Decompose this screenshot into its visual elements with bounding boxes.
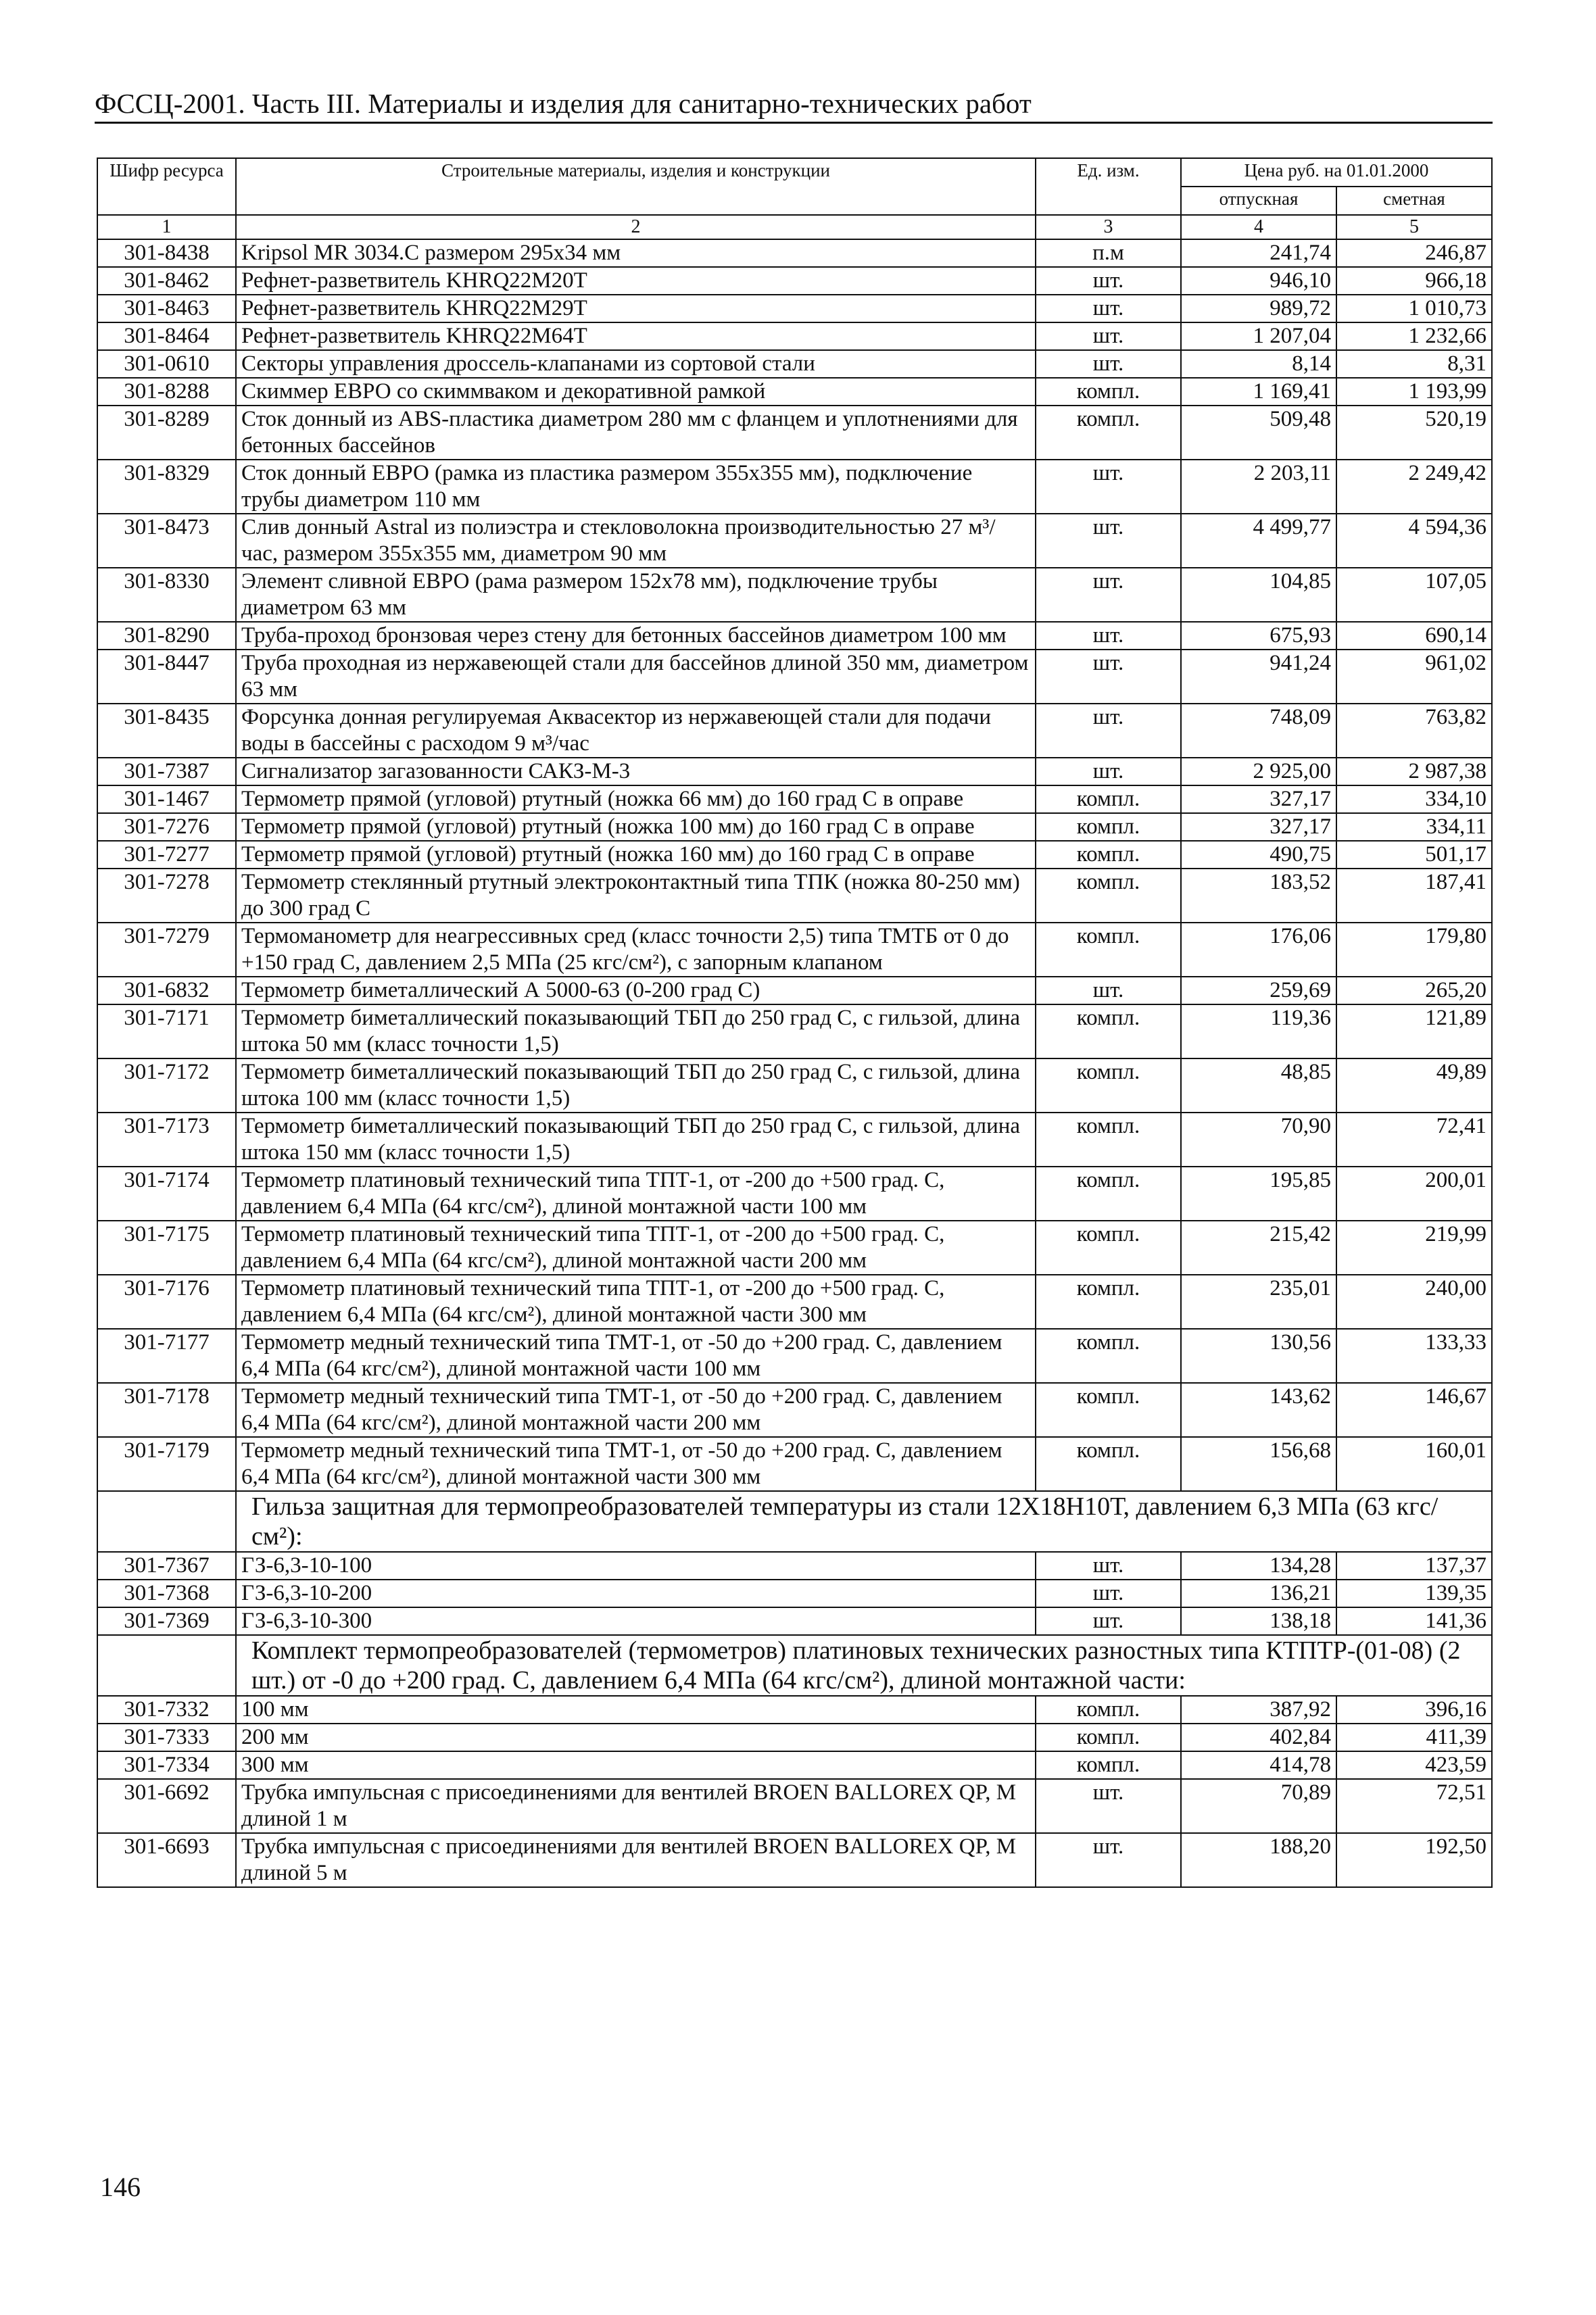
column-number-2: 2 <box>236 215 1036 239</box>
material-name: 200 мм <box>236 1724 1036 1751</box>
table-row <box>97 1004 1492 1058</box>
estimate-price: 520,19 <box>1336 406 1492 460</box>
table-row <box>97 295 1492 322</box>
group-heading-row <box>97 1635 1492 1696</box>
material-name: Форсунка донная регулируемая Аквасектор из нержавеющей стали для подачи воды в бассейны с расходом 9 м³/час <box>236 704 1036 758</box>
header-release-price: отпускная <box>1181 187 1336 215</box>
unit-of-measure: шт. <box>1036 295 1181 322</box>
release-price: 70,89 <box>1181 1779 1336 1833</box>
material-name: Сток донный из ABS-пластика диаметром 280 мм с фланцем и уплотнениями для бетонных бассейнов <box>236 406 1036 460</box>
resource-code: 301-6693 <box>97 1833 236 1887</box>
resource-code: 301-7387 <box>97 758 236 785</box>
estimate-price: 8,31 <box>1336 350 1492 378</box>
table-row <box>97 350 1492 378</box>
resource-code: 301-7332 <box>97 1696 236 1724</box>
resource-code: 301-7278 <box>97 869 236 923</box>
material-name: Элемент сливной ЕВРО (рама размером 152х78 мм), подключение трубы диаметром 63 мм <box>236 568 1036 622</box>
release-price: 134,28 <box>1181 1552 1336 1580</box>
resource-code: 301-7176 <box>97 1275 236 1329</box>
material-name: Термометр медный технический типа ТМТ-1, от -50 до +200 град. С, давлением 6,4 МПа (64 кгс/см²), длиной монтажной части 100 мм <box>236 1329 1036 1383</box>
release-price: 4 499,77 <box>1181 514 1336 568</box>
column-number-3: 3 <box>1036 215 1181 239</box>
material-name: Термометр прямой (угловой) ртутный (ножка 100 мм) до 160 град С в оправе <box>236 813 1036 841</box>
resource-code: 301-1467 <box>97 785 236 813</box>
material-name: Трубка импульсная с присоединениями для вентилей BROEN BALLOREX QP, M длиной 1 м <box>236 1779 1036 1833</box>
estimate-price: 146,67 <box>1336 1383 1492 1437</box>
resource-code: 301-6832 <box>97 977 236 1004</box>
estimate-price: 160,01 <box>1336 1437 1492 1491</box>
material-name: ГЗ-6,3-10-100 <box>236 1552 1036 1580</box>
release-price: 136,21 <box>1181 1580 1336 1607</box>
estimate-price: 690,14 <box>1336 622 1492 650</box>
release-price: 2 925,00 <box>1181 758 1336 785</box>
table-row <box>97 650 1492 704</box>
release-price: 138,18 <box>1181 1607 1336 1635</box>
table-row <box>97 1167 1492 1221</box>
estimate-price: 1 193,99 <box>1336 378 1492 406</box>
group-title: Комплект термопреобразователей (термометров) платиновых технических разностных типа КТПТР-(01-08) (2 шт.) от -0 до +200 град. С, давлением 6,4 МПа (64 кгс/см²), длиной монтажной части: <box>236 1635 1492 1696</box>
release-price: 176,06 <box>1181 923 1336 977</box>
unit-of-measure: компл. <box>1036 1751 1181 1779</box>
estimate-price: 107,05 <box>1336 568 1492 622</box>
material-name: 100 мм <box>236 1696 1036 1724</box>
unit-of-measure: компл. <box>1036 785 1181 813</box>
estimate-price: 240,00 <box>1336 1275 1492 1329</box>
resource-code: 301-7367 <box>97 1552 236 1580</box>
release-price: 387,92 <box>1181 1696 1336 1724</box>
table-header <box>97 158 1492 239</box>
resource-code: 301-8464 <box>97 322 236 350</box>
release-price: 215,42 <box>1181 1221 1336 1275</box>
resource-code: 301-7276 <box>97 813 236 841</box>
release-price: 2 203,11 <box>1181 460 1336 514</box>
table-row <box>97 1779 1492 1833</box>
table-row <box>97 1696 1492 1724</box>
unit-of-measure: шт. <box>1036 1552 1181 1580</box>
material-name: Термометр платиновый технический типа ТПТ-1, от -200 до +500 град. С, давлением 6,4 МПа (64 кгс/см²), длиной монтажной части 200 мм <box>236 1221 1036 1275</box>
material-name: Труба проходная из нержавеющей стали для бассейнов длиной 350 мм, диаметром 63 мм <box>236 650 1036 704</box>
release-price: 235,01 <box>1181 1275 1336 1329</box>
table-row <box>97 923 1492 977</box>
estimate-price: 2 249,42 <box>1336 460 1492 514</box>
estimate-price: 334,11 <box>1336 813 1492 841</box>
resource-code: 301-7334 <box>97 1751 236 1779</box>
resource-code: 301-0610 <box>97 350 236 378</box>
unit-of-measure: шт. <box>1036 322 1181 350</box>
estimate-price: 265,20 <box>1336 977 1492 1004</box>
release-price: 748,09 <box>1181 704 1336 758</box>
unit-of-measure: компл. <box>1036 1004 1181 1058</box>
unit-of-measure: шт. <box>1036 1580 1181 1607</box>
unit-of-measure: шт. <box>1036 1779 1181 1833</box>
unit-of-measure: компл. <box>1036 869 1181 923</box>
estimate-price: 2 987,38 <box>1336 758 1492 785</box>
table-row <box>97 622 1492 650</box>
column-number-1: 1 <box>97 215 236 239</box>
table-row <box>97 785 1492 813</box>
material-name: 300 мм <box>236 1751 1036 1779</box>
resource-code: 301-8463 <box>97 295 236 322</box>
release-price: 143,62 <box>1181 1383 1336 1437</box>
estimate-price: 423,59 <box>1336 1751 1492 1779</box>
unit-of-measure: шт. <box>1036 758 1181 785</box>
material-name: Рефнет-разветвитель KHRQ22M64T <box>236 322 1036 350</box>
group-code-cell <box>97 1635 236 1696</box>
unit-of-measure: шт. <box>1036 1833 1181 1887</box>
release-price: 195,85 <box>1181 1167 1336 1221</box>
estimate-price: 1 010,73 <box>1336 295 1492 322</box>
table-row <box>97 322 1492 350</box>
unit-of-measure: компл. <box>1036 1329 1181 1383</box>
material-name: Рефнет-разветвитель KHRQ22M20T <box>236 267 1036 295</box>
material-name: Сигнализатор загазованности САКЗ-М-3 <box>236 758 1036 785</box>
material-name: Kripsol MR 3034.С размером 295х34 мм <box>236 239 1036 267</box>
release-price: 327,17 <box>1181 813 1336 841</box>
resource-code: 301-7179 <box>97 1437 236 1491</box>
estimate-price: 763,82 <box>1336 704 1492 758</box>
table-row <box>97 406 1492 460</box>
release-price: 941,24 <box>1181 650 1336 704</box>
unit-of-measure: компл. <box>1036 1221 1181 1275</box>
material-name: Слив донный Astral из полиэстра и стекловолокна производительностью 27 м³/час, размером 355х355 мм, диаметром 90 мм <box>236 514 1036 568</box>
unit-of-measure: шт. <box>1036 704 1181 758</box>
release-price: 8,14 <box>1181 350 1336 378</box>
unit-of-measure: компл. <box>1036 923 1181 977</box>
table-row <box>97 1552 1492 1580</box>
unit-of-measure: шт. <box>1036 977 1181 1004</box>
unit-of-measure: компл. <box>1036 1113 1181 1167</box>
material-name: Термометр медный технический типа ТМТ-1, от -50 до +200 град. С, давлением 6,4 МПа (64 кгс/см²), длиной монтажной части 300 мм <box>236 1437 1036 1491</box>
unit-of-measure: шт. <box>1036 650 1181 704</box>
material-name: ГЗ-6,3-10-200 <box>236 1580 1036 1607</box>
material-name: Термометр платиновый технический типа ТПТ-1, от -200 до +500 град. С, давлением 6,4 МПа (64 кгс/см²), длиной монтажной части 300 мм <box>236 1275 1036 1329</box>
release-price: 402,84 <box>1181 1724 1336 1751</box>
material-name: Термометр стеклянный ртутный электроконтактный типа ТПК (ножка 80-250 мм) до 300 град С <box>236 869 1036 923</box>
table-row <box>97 1383 1492 1437</box>
unit-of-measure: компл. <box>1036 1383 1181 1437</box>
release-price: 259,69 <box>1181 977 1336 1004</box>
table-row <box>97 1329 1492 1383</box>
estimate-price: 133,33 <box>1336 1329 1492 1383</box>
table-row <box>97 1437 1492 1491</box>
estimate-price: 49,89 <box>1336 1058 1492 1113</box>
table-row <box>97 568 1492 622</box>
resource-code: 301-8330 <box>97 568 236 622</box>
release-price: 1 207,04 <box>1181 322 1336 350</box>
unit-of-measure: шт. <box>1036 622 1181 650</box>
header-code: Шифр ресурса <box>97 158 236 215</box>
resource-code: 301-8289 <box>97 406 236 460</box>
resource-code: 301-7333 <box>97 1724 236 1751</box>
release-price: 327,17 <box>1181 785 1336 813</box>
page-header: ФССЦ-2001. Часть III. Материалы и изделия для санитарно-технических работ <box>95 87 1493 124</box>
header-unit: Ед. изм. <box>1036 158 1181 215</box>
resource-code: 301-8329 <box>97 460 236 514</box>
unit-of-measure: шт. <box>1036 514 1181 568</box>
resource-code: 301-7277 <box>97 841 236 869</box>
table-row <box>97 977 1492 1004</box>
resource-code: 301-8462 <box>97 267 236 295</box>
material-name: Секторы управления дроссель-клапанами из сортовой стали <box>236 350 1036 378</box>
estimate-price: 179,80 <box>1336 923 1492 977</box>
price-table <box>97 157 1493 1888</box>
estimate-price: 187,41 <box>1336 869 1492 923</box>
material-name: Скиммер ЕВРО со скиммваком и декоративной рамкой <box>236 378 1036 406</box>
resource-code: 301-7173 <box>97 1113 236 1167</box>
material-name: Термометр биметаллический показывающий ТБП до 250 град С, с гильзой, длина штока 50 мм (класс точности 1,5) <box>236 1004 1036 1058</box>
header-estimate-price: сметная <box>1336 187 1492 215</box>
release-price: 241,74 <box>1181 239 1336 267</box>
estimate-price: 200,01 <box>1336 1167 1492 1221</box>
table-row <box>97 267 1492 295</box>
estimate-price: 246,87 <box>1336 239 1492 267</box>
estimate-price: 4 594,36 <box>1336 514 1492 568</box>
release-price: 183,52 <box>1181 869 1336 923</box>
unit-of-measure: шт. <box>1036 568 1181 622</box>
table-row <box>97 869 1492 923</box>
table-row <box>97 704 1492 758</box>
table-body <box>97 239 1492 1887</box>
estimate-price: 192,50 <box>1336 1833 1492 1887</box>
material-name: Рефнет-разветвитель KHRQ22M29T <box>236 295 1036 322</box>
release-price: 490,75 <box>1181 841 1336 869</box>
material-name: Термометр биметаллический показывающий ТБП до 250 град С, с гильзой, длина штока 100 мм (класс точности 1,5) <box>236 1058 1036 1113</box>
table-row <box>97 758 1492 785</box>
unit-of-measure: компл. <box>1036 813 1181 841</box>
unit-of-measure: шт. <box>1036 460 1181 514</box>
release-price: 675,93 <box>1181 622 1336 650</box>
material-name: Термометр медный технический типа ТМТ-1, от -50 до +200 град. С, давлением 6,4 МПа (64 кгс/см²), длиной монтажной части 200 мм <box>236 1383 1036 1437</box>
table-row <box>97 1580 1492 1607</box>
estimate-price: 411,39 <box>1336 1724 1492 1751</box>
table-row <box>97 1607 1492 1635</box>
table-row <box>97 1058 1492 1113</box>
column-number-5: 5 <box>1336 215 1492 239</box>
material-name: Термоманометр для неагрессивных сред (класс точности 2,5) типа ТМТБ от 0 до +150 град С, давлением 2,5 МПа (25 кгс/см²), с запорным клапаном <box>236 923 1036 977</box>
resource-code: 301-8447 <box>97 650 236 704</box>
unit-of-measure: компл. <box>1036 1696 1181 1724</box>
unit-of-measure: шт. <box>1036 1607 1181 1635</box>
estimate-price: 966,18 <box>1336 267 1492 295</box>
page-number: 146 <box>100 2172 141 2202</box>
table-row <box>97 1751 1492 1779</box>
material-name: Термометр биметаллический показывающий ТБП до 250 град С, с гильзой, длина штока 150 мм (класс точности 1,5) <box>236 1113 1036 1167</box>
release-price: 414,78 <box>1181 1751 1336 1779</box>
resource-code: 301-7368 <box>97 1580 236 1607</box>
table-row <box>97 1113 1492 1167</box>
unit-of-measure: компл. <box>1036 841 1181 869</box>
estimate-price: 396,16 <box>1336 1696 1492 1724</box>
group-code-cell <box>97 1491 236 1552</box>
resource-code: 301-7279 <box>97 923 236 977</box>
unit-of-measure: компл. <box>1036 1437 1181 1491</box>
release-price: 70,90 <box>1181 1113 1336 1167</box>
material-name: Термометр прямой (угловой) ртутный (ножка 160 мм) до 160 град С в оправе <box>236 841 1036 869</box>
estimate-price: 334,10 <box>1336 785 1492 813</box>
estimate-price: 139,35 <box>1336 1580 1492 1607</box>
resource-code: 301-8288 <box>97 378 236 406</box>
estimate-price: 219,99 <box>1336 1221 1492 1275</box>
material-name: Термометр прямой (угловой) ртутный (ножка 66 мм) до 160 град С в оправе <box>236 785 1036 813</box>
unit-of-measure: шт. <box>1036 350 1181 378</box>
resource-code: 301-8435 <box>97 704 236 758</box>
table-row <box>97 1833 1492 1887</box>
unit-of-measure: компл. <box>1036 1275 1181 1329</box>
resource-code: 301-7174 <box>97 1167 236 1221</box>
release-price: 156,68 <box>1181 1437 1336 1491</box>
release-price: 946,10 <box>1181 267 1336 295</box>
release-price: 509,48 <box>1181 406 1336 460</box>
header-name: Строительные материалы, изделия и конструкции <box>236 158 1036 215</box>
group-heading-row <box>97 1491 1492 1552</box>
table-row <box>97 460 1492 514</box>
release-price: 104,85 <box>1181 568 1336 622</box>
unit-of-measure: компл. <box>1036 378 1181 406</box>
estimate-price: 961,02 <box>1336 650 1492 704</box>
estimate-price: 501,17 <box>1336 841 1492 869</box>
material-name: Термометр платиновый технический типа ТПТ-1, от -200 до +500 град. С, давлением 6,4 МПа (64 кгс/см²), длиной монтажной части 100 мм <box>236 1167 1036 1221</box>
resource-code: 301-8290 <box>97 622 236 650</box>
release-price: 48,85 <box>1181 1058 1336 1113</box>
table-row <box>97 514 1492 568</box>
unit-of-measure: компл. <box>1036 1167 1181 1221</box>
material-name: Труба-проход бронзовая через стену для бетонных бассейнов диаметром 100 мм <box>236 622 1036 650</box>
resource-code: 301-8473 <box>97 514 236 568</box>
material-name: Сток донный ЕВРО (рамка из пластика размером 355х355 мм), подключение трубы диаметром 110 мм <box>236 460 1036 514</box>
estimate-price: 72,41 <box>1336 1113 1492 1167</box>
release-price: 188,20 <box>1181 1833 1336 1887</box>
unit-of-measure: шт. <box>1036 267 1181 295</box>
header-price: Цена руб. на 01.01.2000 <box>1181 158 1492 187</box>
table-row <box>97 239 1492 267</box>
release-price: 130,56 <box>1181 1329 1336 1383</box>
resource-code: 301-7171 <box>97 1004 236 1058</box>
resource-code: 301-7369 <box>97 1607 236 1635</box>
resource-code: 301-7178 <box>97 1383 236 1437</box>
group-title: Гильза защитная для термопреобразователей температуры из стали 12Х18Н10Т, давлением 6,3 МПа (63 кгс/см²): <box>236 1491 1492 1552</box>
column-number-4: 4 <box>1181 215 1336 239</box>
estimate-price: 1 232,66 <box>1336 322 1492 350</box>
material-name: ГЗ-6,3-10-300 <box>236 1607 1036 1635</box>
table-row <box>97 841 1492 869</box>
release-price: 1 169,41 <box>1181 378 1336 406</box>
table-row <box>97 1221 1492 1275</box>
resource-code: 301-6692 <box>97 1779 236 1833</box>
material-name: Трубка импульсная с присоединениями для вентилей BROEN BALLOREX QP, M длиной 5 м <box>236 1833 1036 1887</box>
table-row <box>97 1275 1492 1329</box>
table-row <box>97 378 1492 406</box>
table-row <box>97 1724 1492 1751</box>
resource-code: 301-7172 <box>97 1058 236 1113</box>
unit-of-measure: компл. <box>1036 1058 1181 1113</box>
estimate-price: 121,89 <box>1336 1004 1492 1058</box>
unit-of-measure: компл. <box>1036 1724 1181 1751</box>
release-price: 989,72 <box>1181 295 1336 322</box>
resource-code: 301-7177 <box>97 1329 236 1383</box>
table-row <box>97 813 1492 841</box>
estimate-price: 72,51 <box>1336 1779 1492 1833</box>
unit-of-measure: компл. <box>1036 406 1181 460</box>
estimate-price: 137,37 <box>1336 1552 1492 1580</box>
unit-of-measure: п.м <box>1036 239 1181 267</box>
resource-code: 301-7175 <box>97 1221 236 1275</box>
material-name: Термометр биметаллический А 5000-63 (0-200 град С) <box>236 977 1036 1004</box>
release-price: 119,36 <box>1181 1004 1336 1058</box>
resource-code: 301-8438 <box>97 239 236 267</box>
estimate-price: 141,36 <box>1336 1607 1492 1635</box>
